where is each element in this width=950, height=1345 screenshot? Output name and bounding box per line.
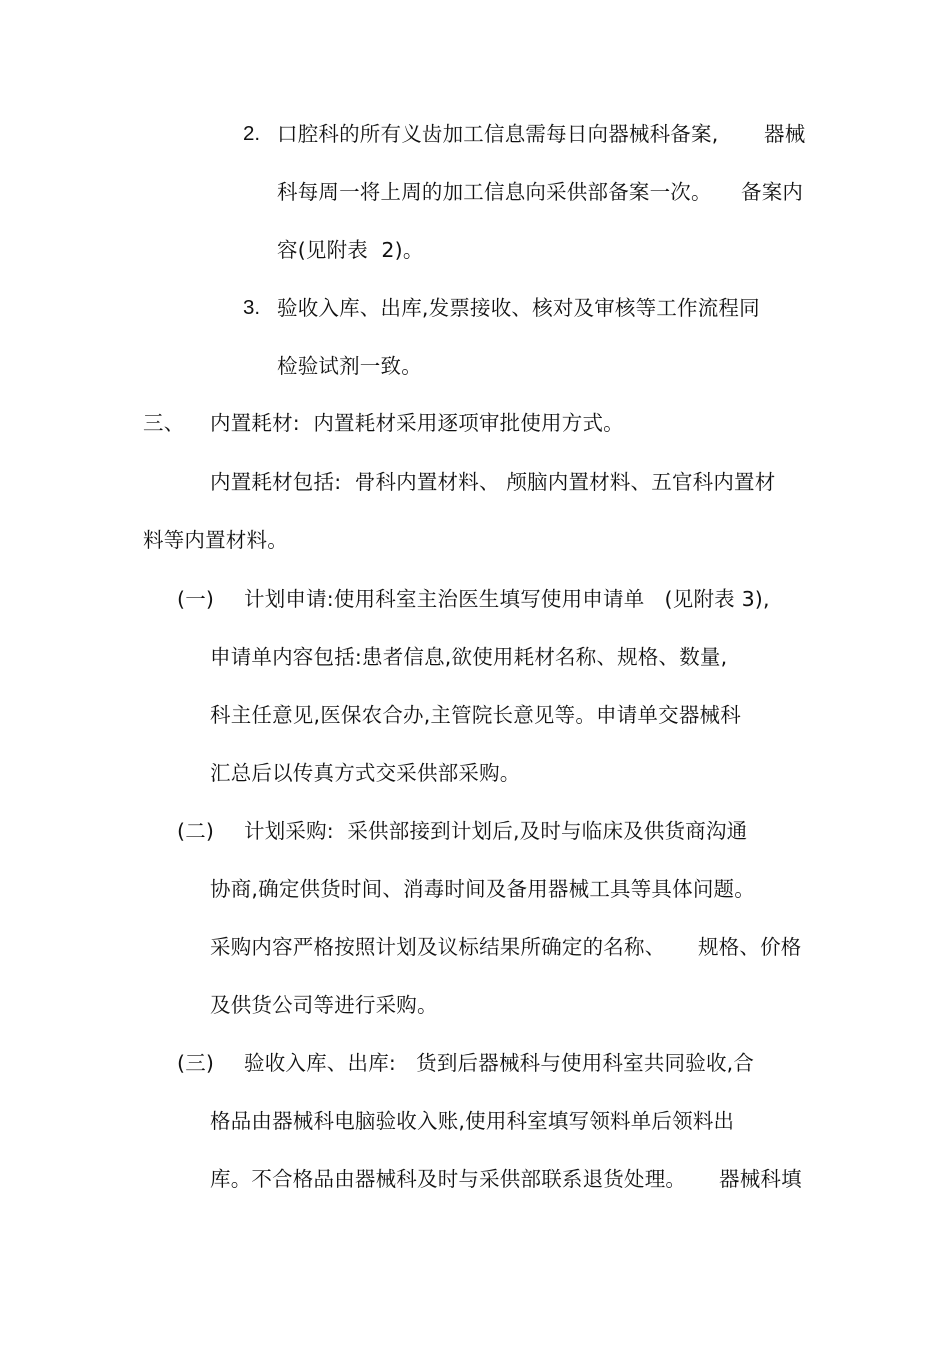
item-2-line-2: 科每周一将上周的加工信息向采供部备案一次。 <box>277 180 712 204</box>
sub-3-line-1: 验收入库、出库: 货到后器械科与使用科室共同验收,合 <box>244 1051 755 1075</box>
section-3-includes-line-2: 料等内置材料。 <box>143 528 288 552</box>
sub-1-line-3: 科主任意见,医保农合办,主管院长意见等。申请单交器械科 <box>210 703 741 727</box>
sub-1-line-4: 汇总后以传真方式交采供部采购。 <box>210 761 521 785</box>
sub-3-marker: (三) <box>177 1051 215 1075</box>
sub-2-line-1: 计划采购: 采供部接到计划后,及时与临床及供货商沟通 <box>244 819 748 843</box>
section-3-heading: 内置耗材: 内置耗材采用逐项审批使用方式。 <box>210 411 624 435</box>
item-2-line-1-tail: 器械 <box>764 122 806 146</box>
sub-1-line-1: 计划申请:使用科室主治医生填写使用申请单 (见附表 3), <box>244 587 770 611</box>
section-3-marker: 三、 <box>143 411 185 435</box>
item-2-line-2-tail: 备案内 <box>741 180 804 204</box>
sub-2-line-4: 及供货公司等进行采购。 <box>210 993 438 1017</box>
sub-2-line-2: 协商,确定供货时间、消毒时间及备用器械工具等具体问题。 <box>210 877 755 901</box>
sub-2-line-3: 采购内容严格按照计划及议标结果所确定的名称、 <box>210 935 666 959</box>
item-3-line-2: 检验试剂一致。 <box>277 354 422 378</box>
sub-2-marker: (二) <box>177 819 215 843</box>
sub-1-line-2: 申请单内容包括:患者信息,欲使用耗材名称、规格、数量, <box>210 645 728 669</box>
item-2-marker: 2. <box>243 122 261 145</box>
item-3-marker: 3. <box>243 296 261 319</box>
section-3-includes-line-1: 内置耗材包括: 骨科内置材料、 颅脑内置材料、五官科内置材 <box>210 470 776 494</box>
sub-1-marker: (一) <box>177 587 215 611</box>
item-2-line-1: 口腔科的所有义齿加工信息需每日向器械科备案, <box>277 122 719 146</box>
sub-2-line-3-tail: 规格、价格 <box>698 935 802 959</box>
sub-3-line-2: 格品由器械科电脑验收入账,使用科室填写领料单后领料出 <box>210 1109 735 1133</box>
item-2-line-3: 容(见附表 2)。 <box>277 238 424 262</box>
sub-3-line-3: 库。不合格品由器械科及时与采供部联系退货处理。 <box>210 1167 687 1191</box>
sub-3-line-3-tail: 器械科填 <box>719 1167 802 1191</box>
item-3-line-1: 验收入库、出库,发票接收、核对及审核等工作流程同 <box>277 296 760 320</box>
